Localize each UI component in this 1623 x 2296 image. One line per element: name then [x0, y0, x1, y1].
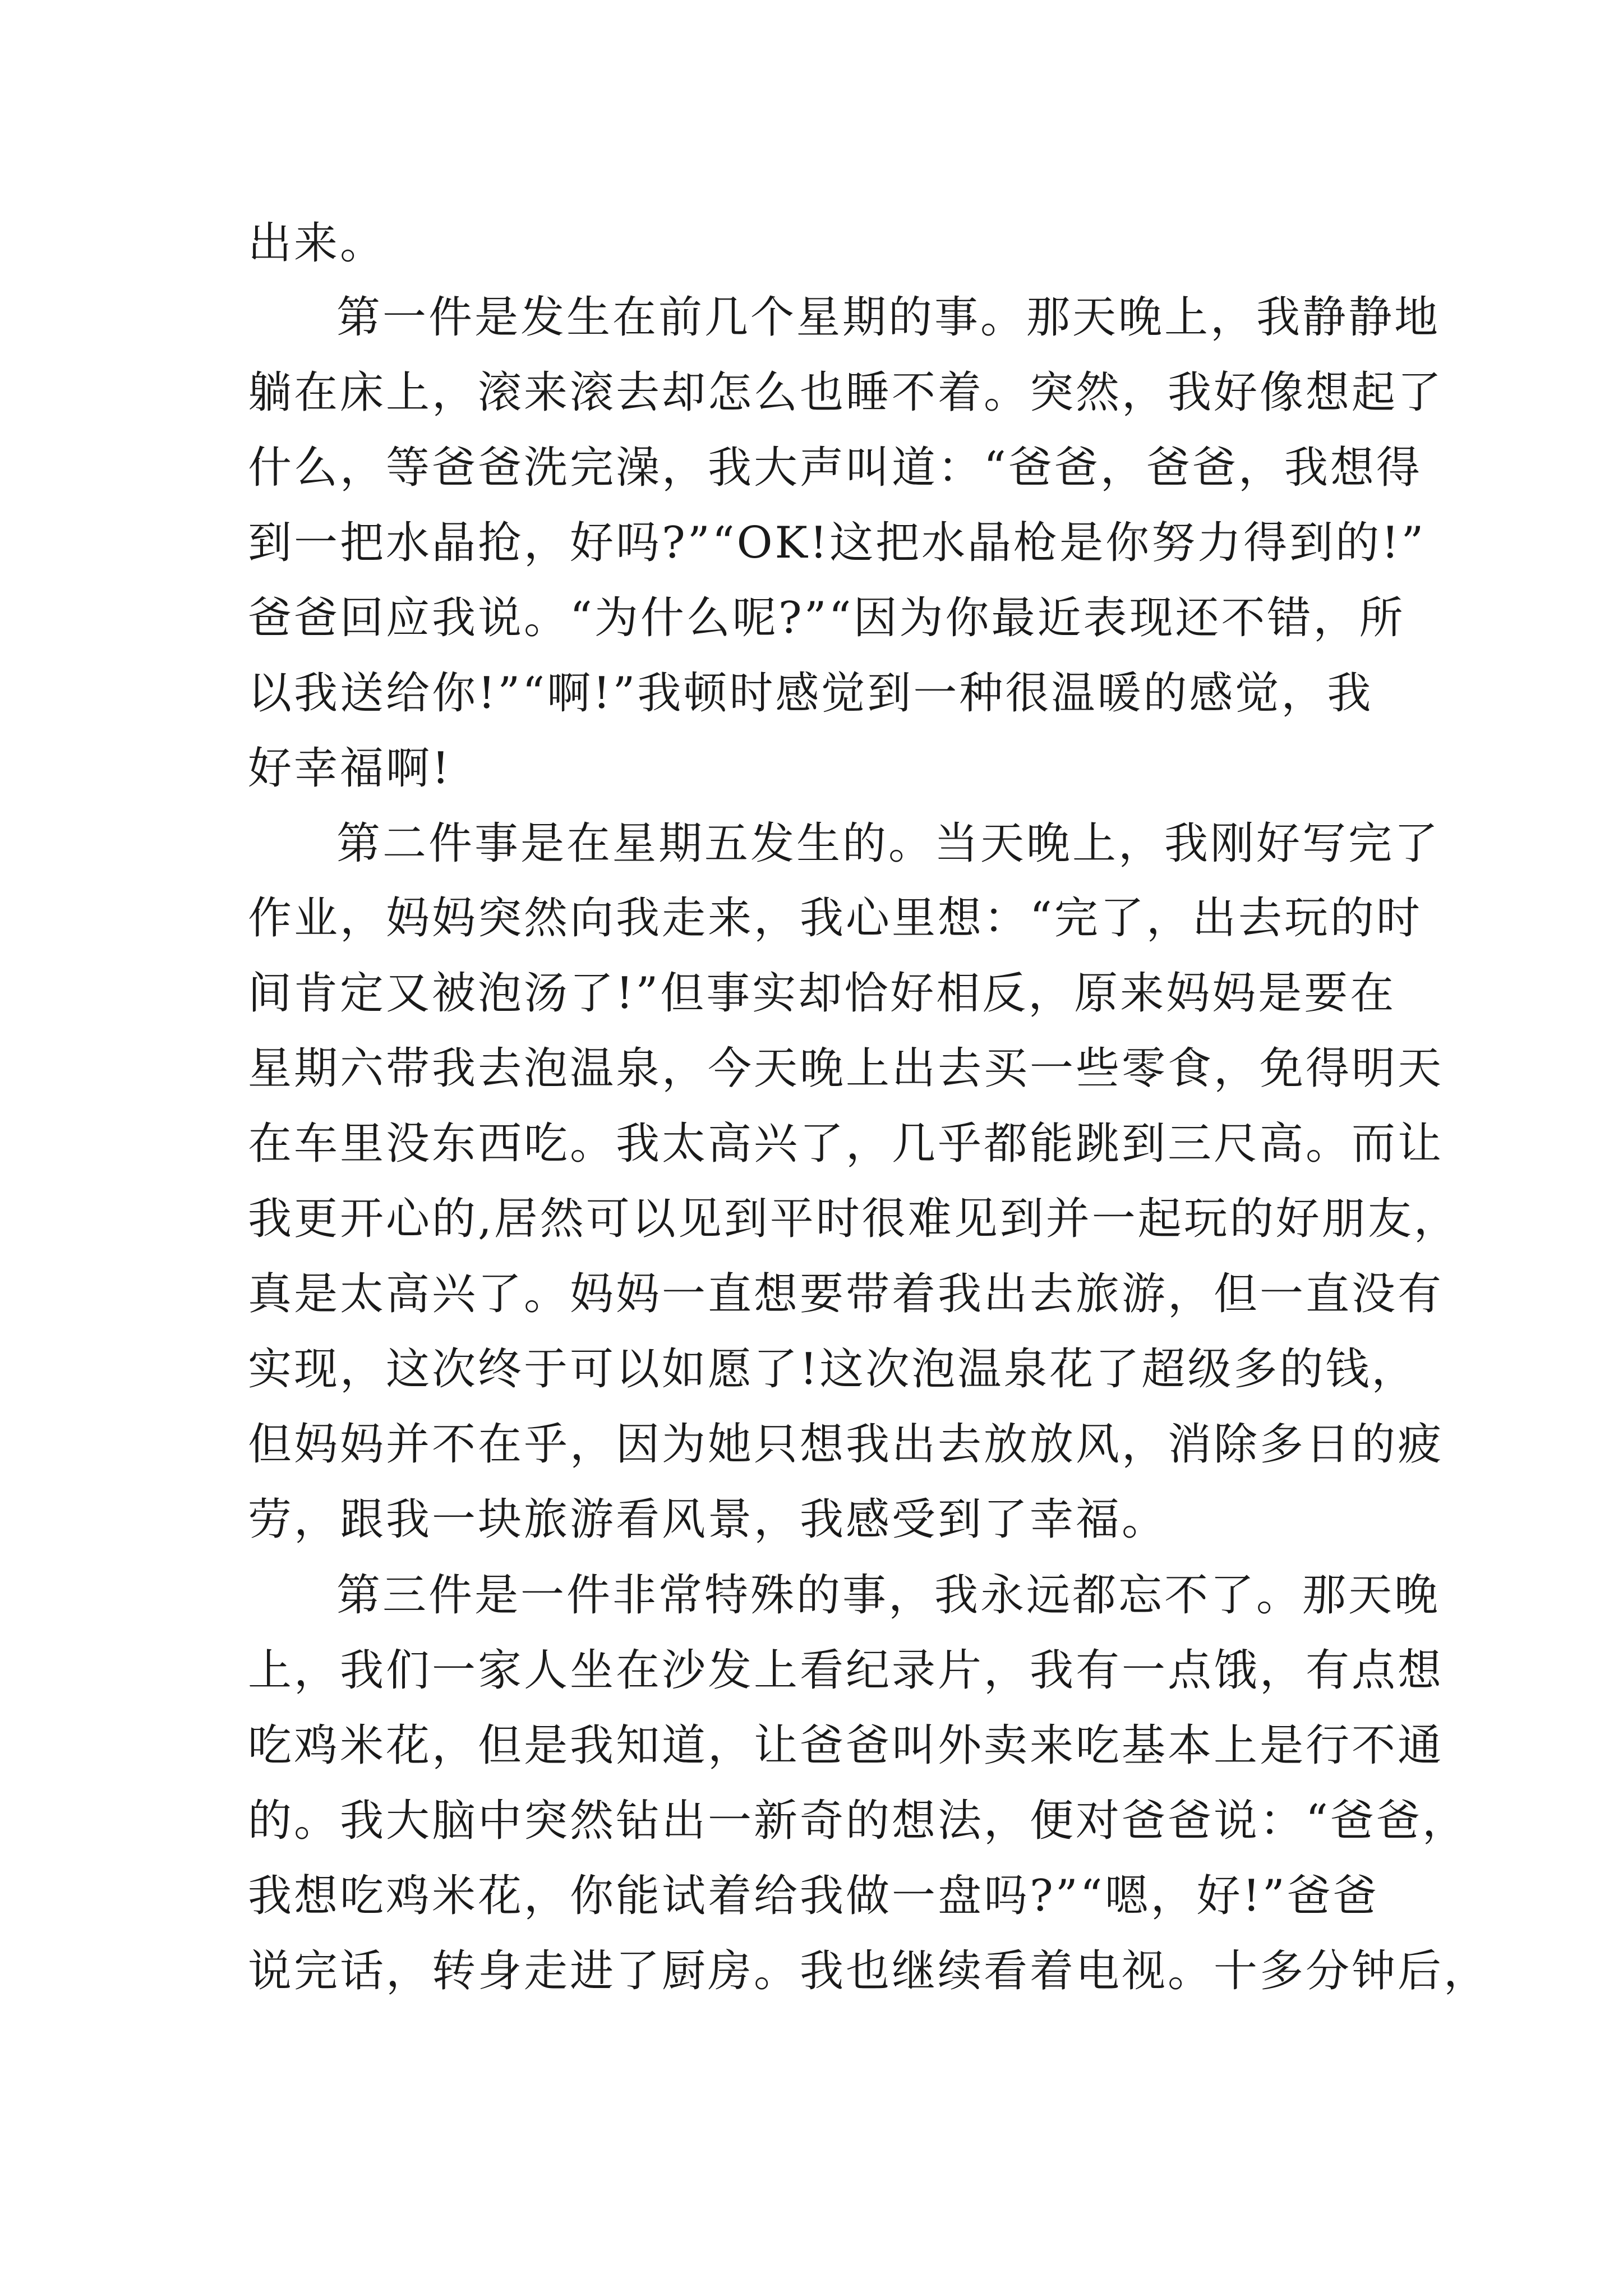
text-line: 在车里没东西吃。我太高兴了，几乎都能跳到三尺高。而让 — [248, 1119, 1444, 1169]
text-line: 吃鸡米花，但是我知道，让爸爸叫外卖来吃基本上是行不通 — [248, 1720, 1444, 1771]
text-line: 的。我大脑中突然钻出一新奇的想法，便对爸爸说：“爸爸， — [248, 1796, 1468, 1846]
text-line: 爸爸回应我说。“为什么呢?”“因为你最近表现还不错，所 — [248, 593, 1405, 643]
text-line: 上，我们一家人坐在沙发上看纪录片，我有一点饿，有点想 — [248, 1645, 1444, 1696]
text-line: 到一把水晶抢，好吗?”“OK!这把水晶枪是你努力得到的!” — [248, 518, 1426, 568]
paragraph-first-line: 第二件事是在星期五发生的。当天晚上，我刚好写完了 — [336, 818, 1441, 869]
text-line: 以我送给你!”“啊!”我顿时感觉到一种很温暖的感觉，我 — [248, 668, 1373, 719]
text-line: 间肯定又被泡汤了!”但事实却恰好相反，原来妈妈是要在 — [248, 968, 1396, 1019]
text-line: 但妈妈并不在乎，因为她只想我出去放放风，消除多日的疲 — [248, 1419, 1444, 1470]
text-line: 作业，妈妈突然向我走来，我心里想：“完了，出去玩的时 — [248, 893, 1422, 944]
text-line: 我想吃鸡米花，你能试着给我做一盘吗?”“嗯，好!”爸爸 — [248, 1871, 1379, 1921]
text-line: 真是太高兴了。妈妈一直想要带着我出去旅游，但一直没有 — [248, 1269, 1444, 1319]
paragraph-first-line: 第一件是发生在前几个星期的事。那天晚上，我静静地 — [336, 292, 1441, 343]
paragraph-first-line: 第三件是一件非常特殊的事，我永远都忘不了。那天晚 — [336, 1570, 1441, 1621]
text-line: 说完话，转身走进了厨房。我也继续看着电视。十多分钟后， — [248, 1946, 1490, 1996]
text-line: 我更开心的,居然可以见到平时很难见到并一起玩的好朋友， — [248, 1194, 1460, 1244]
text-line: 星期六带我去泡温泉，今天晚上出去买一些零食，免得明天 — [248, 1043, 1444, 1094]
text-line: 什么，等爸爸洗完澡，我大声叫道：“爸爸，爸爸，我想得 — [248, 443, 1422, 493]
text-line: 实现，这次终于可以如愿了!这次泡温泉花了超级多的钱， — [248, 1344, 1418, 1395]
text-line: 出来。 — [248, 218, 386, 269]
text-line: 好幸福啊! — [248, 743, 452, 794]
text-line: 躺在床上，滚来滚去却怎么也睡不着。突然，我好像想起了 — [248, 367, 1444, 418]
text-line: 劳，跟我一块旅游看风景，我感受到了幸福。 — [248, 1494, 1168, 1545]
